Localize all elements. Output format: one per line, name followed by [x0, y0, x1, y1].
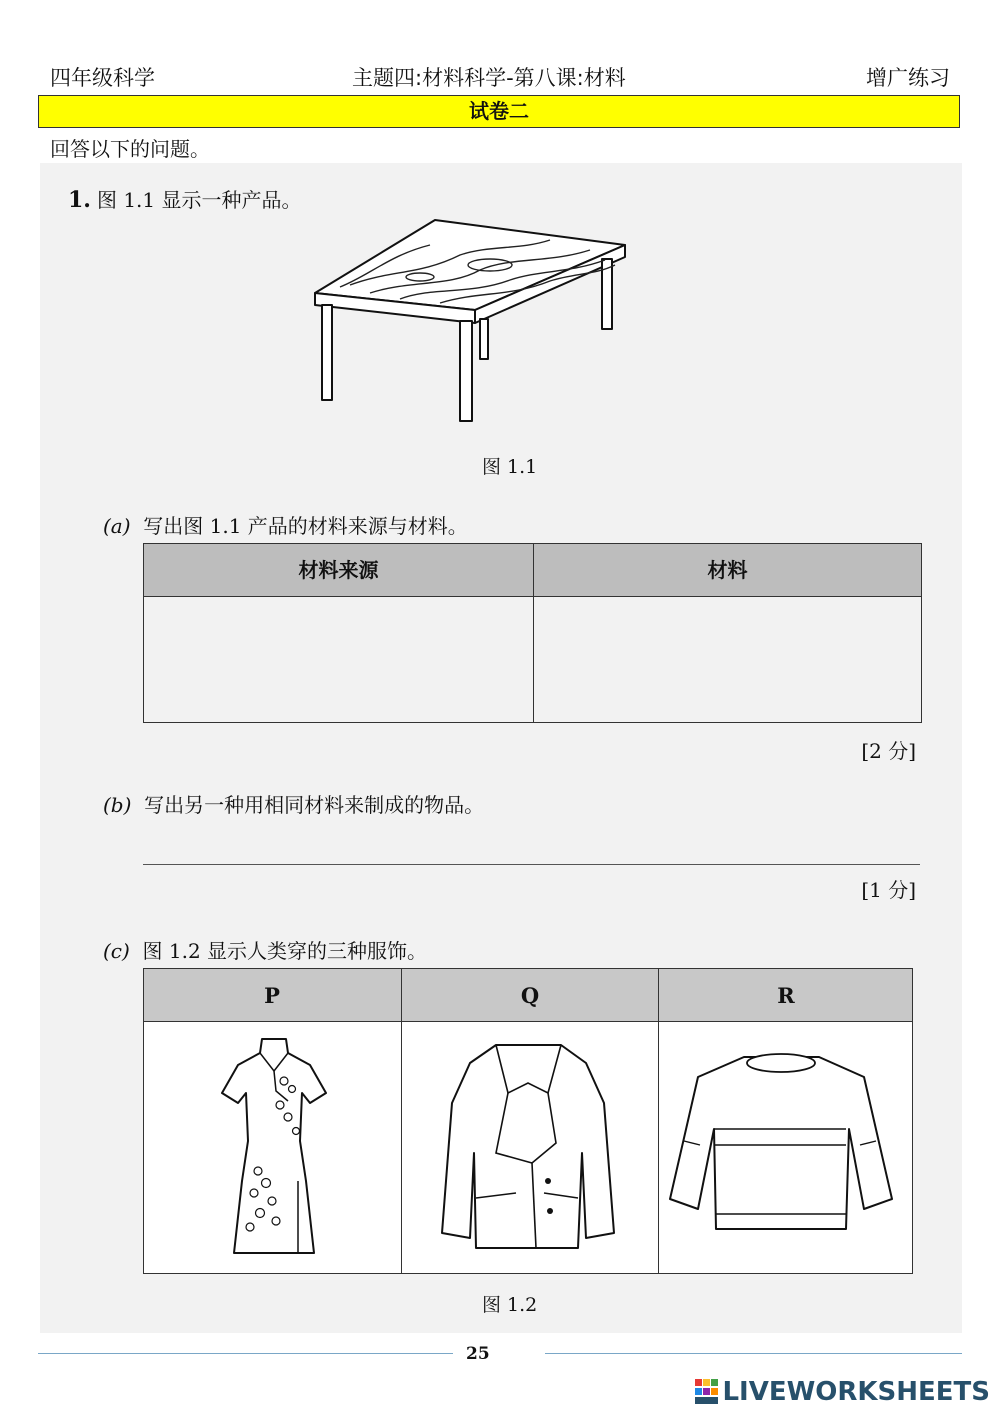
brand-text: LIVEWORKSHEETS	[722, 1377, 990, 1407]
question-a-text: 写出图 1.1 产品的材料来源与材料。	[143, 514, 468, 538]
footer-rule-left	[38, 1353, 453, 1354]
question-number: 1.	[68, 187, 91, 213]
clothing-table	[143, 968, 913, 1274]
sweater-illustration	[664, 1049, 899, 1239]
answer-cell-source	[144, 597, 534, 722]
question-b-label: (b)	[103, 793, 132, 817]
column-header-source: 材料来源	[144, 544, 534, 597]
label-q: Q	[520, 983, 540, 1008]
question-a	[103, 510, 468, 539]
material-answer-input[interactable]	[534, 597, 921, 722]
figure-1-2-caption: 图 1.2	[482, 1294, 538, 1316]
material-table	[143, 543, 922, 723]
question-1	[68, 184, 302, 213]
cheongsam-dress-illustration	[214, 1031, 334, 1257]
label-p: P	[264, 983, 280, 1008]
question-c-label: (c)	[103, 939, 130, 963]
question-b-marks: [1 分]	[861, 878, 916, 902]
question-a-marks: [2 分]	[861, 739, 916, 763]
footer-rule-right	[545, 1353, 962, 1354]
header-type: 增广练习	[866, 66, 950, 90]
question-b-answer-input[interactable]	[143, 830, 920, 865]
liveworksheets-logo	[695, 1377, 990, 1407]
table-illustration	[310, 215, 630, 430]
figure-1-1-caption: 图 1.1	[482, 456, 538, 478]
question-b-text: 写出另一种用相同材料来制成的物品。	[144, 793, 485, 817]
question-c	[103, 935, 427, 964]
question-b	[103, 789, 484, 818]
question-c-text: 图 1.2 显示人类穿的三种服饰。	[142, 939, 428, 963]
jacket-illustration	[436, 1033, 621, 1258]
header-topic: 主题四:材料科学-第八课:材料	[352, 66, 626, 90]
label-r: R	[777, 983, 795, 1008]
question-a-label: (a)	[103, 514, 131, 538]
column-header-material: 材料	[534, 544, 921, 597]
page-number: 25	[466, 1344, 490, 1364]
header-subject: 四年级科学	[50, 66, 155, 90]
instruction-text: 回答以下的问题。	[50, 137, 210, 161]
question-1-text: 图 1.1 显示一种产品。	[96, 188, 302, 212]
answer-cell-material	[534, 597, 921, 722]
source-answer-input[interactable]	[144, 597, 533, 722]
liveworksheets-grid-icon	[695, 1379, 719, 1405]
paper-title-banner: 试卷二	[38, 95, 960, 128]
